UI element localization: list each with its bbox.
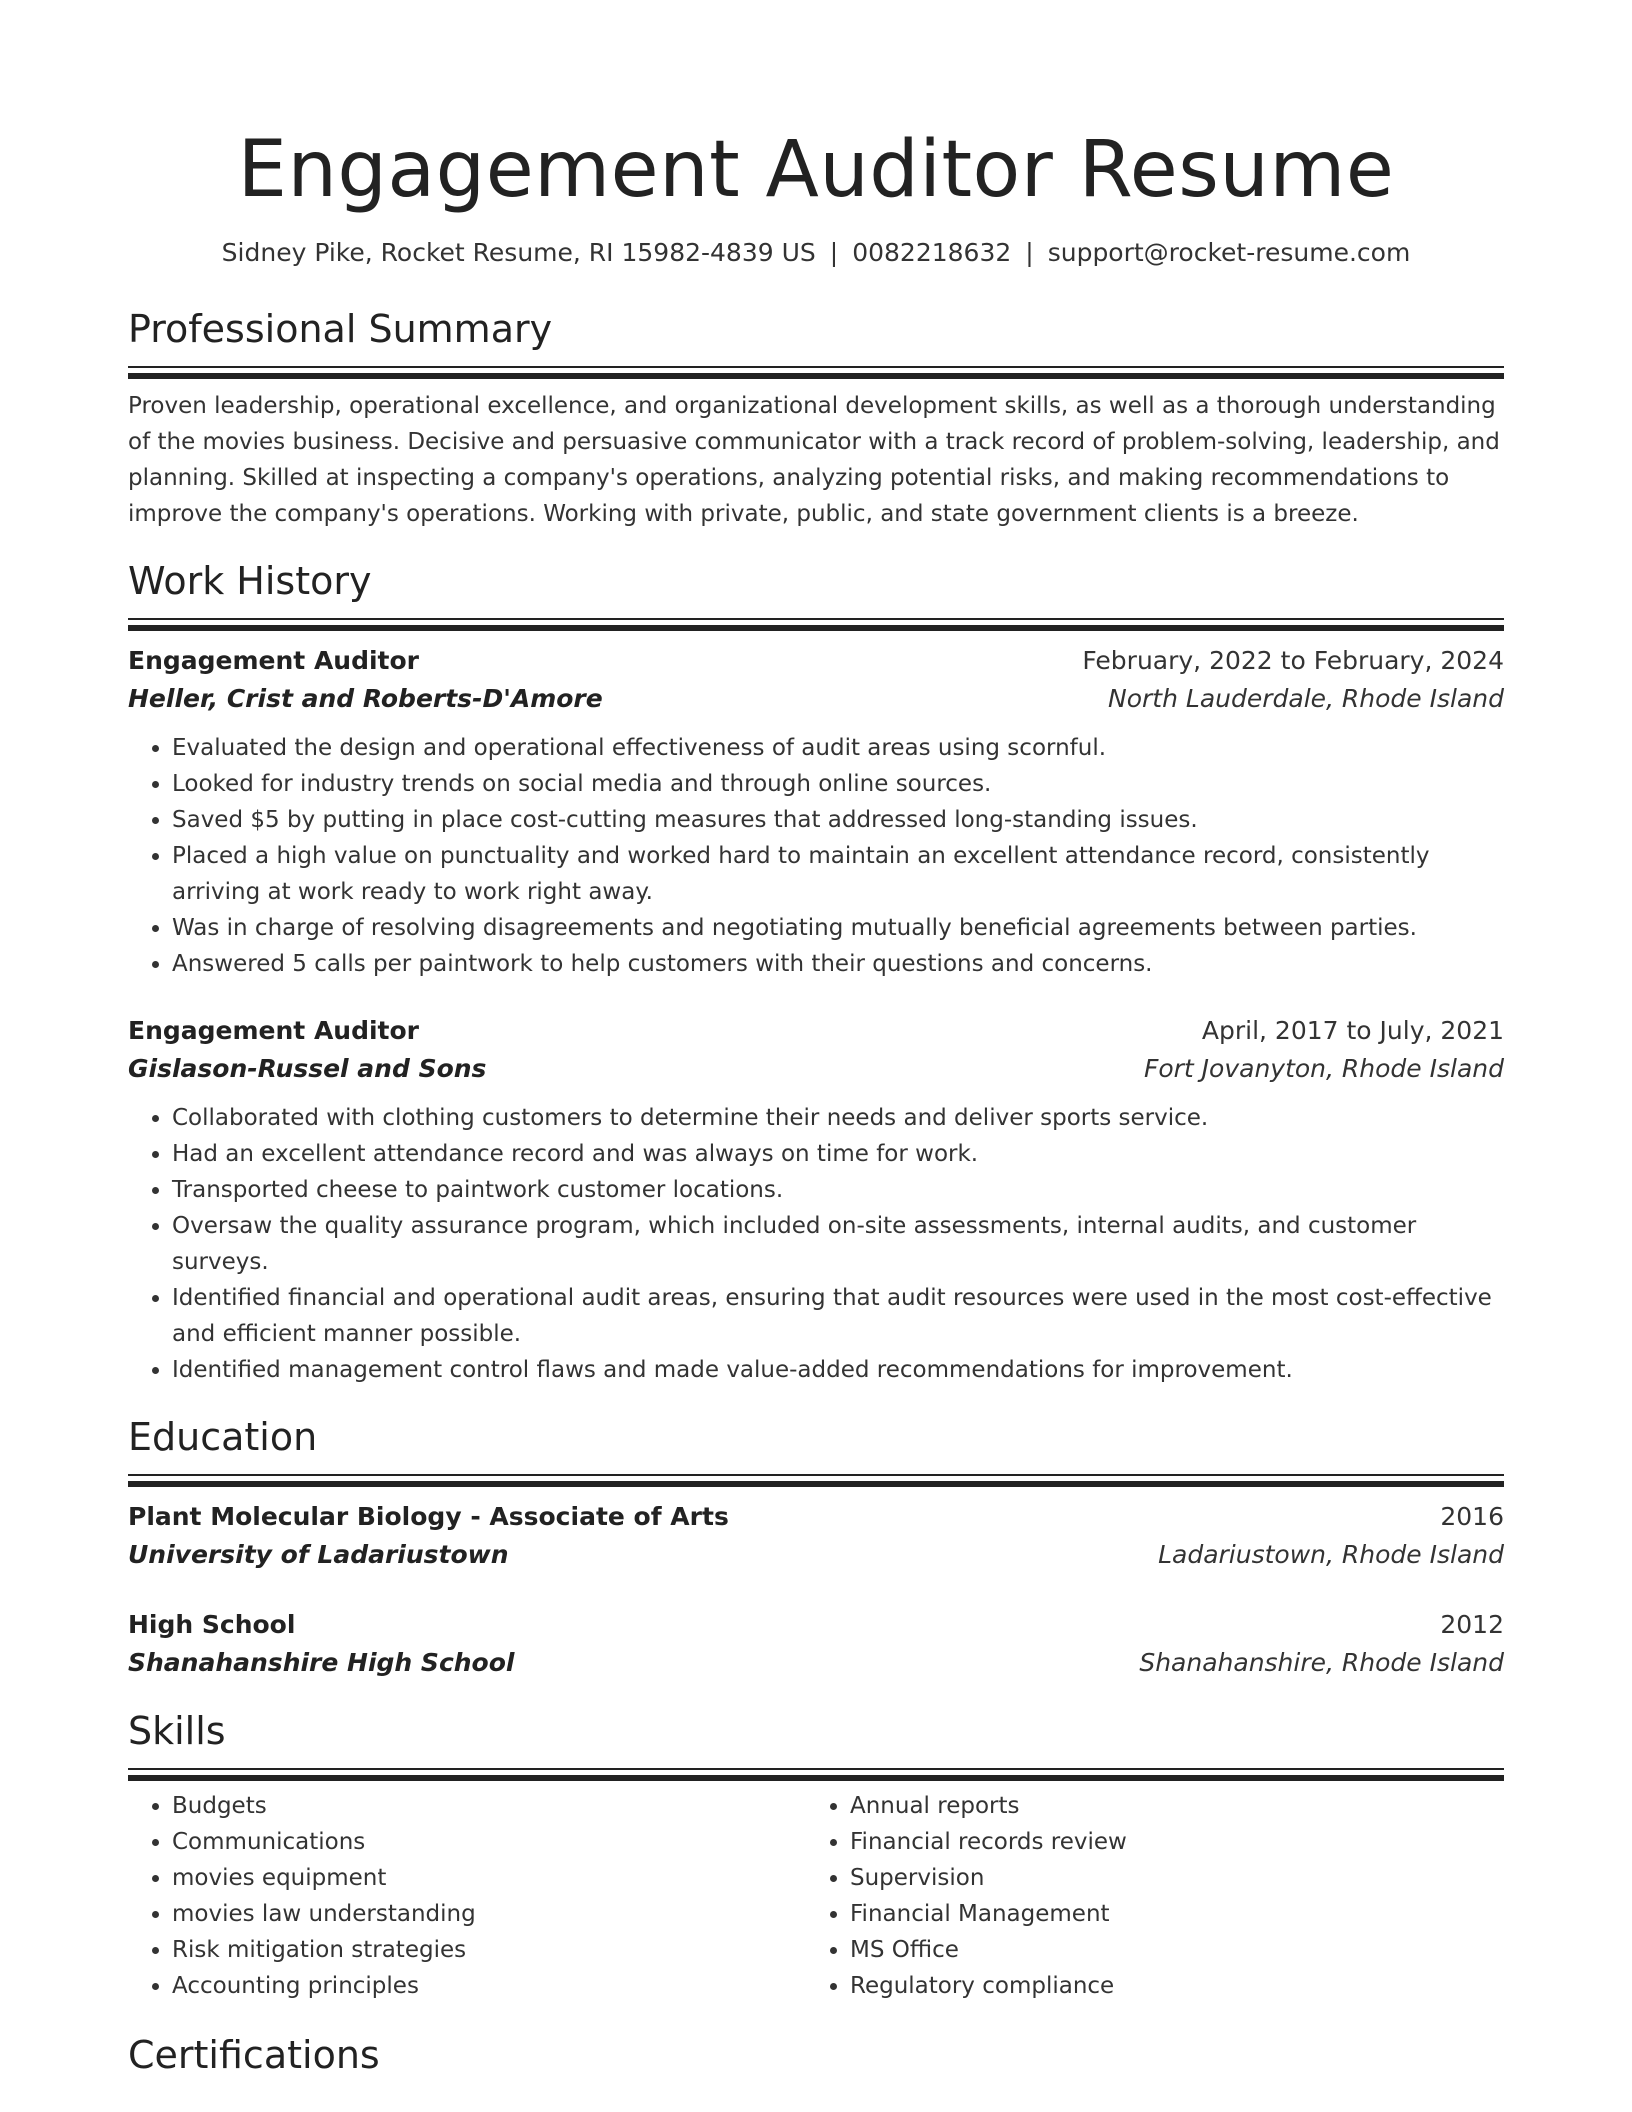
education-year: 2012 xyxy=(1440,1610,1504,1639)
job-title: Engagement Auditor xyxy=(128,1016,420,1045)
job-bullet: • Transported cheese to paintwork customer locations. xyxy=(172,1172,1504,1208)
job-company: Gislason-Russel and Sons xyxy=(128,1054,487,1083)
resume-page xyxy=(128,0,1504,2078)
contact-phone: 0082218632 xyxy=(852,238,1012,267)
education-degree: High School xyxy=(128,1610,296,1639)
resume-title: Engagement Auditor Resume xyxy=(237,125,1395,215)
skill-item: • Financial records review xyxy=(850,1824,1484,1860)
education-heading: Education xyxy=(128,1415,318,1459)
job-bullet: • Collaborated with clothing customers to determine their needs and deliver sports service. xyxy=(172,1100,1504,1136)
skills-grid xyxy=(128,1788,1504,2004)
certifications-heading: Certifications xyxy=(128,2033,380,2077)
skill-item: • Supervision xyxy=(850,1860,1484,1896)
job-location: Fort Jovanyton, Rhode Island xyxy=(1143,1054,1504,1083)
work-history-section xyxy=(128,558,1504,1388)
education-section xyxy=(128,1414,1504,1682)
job-bullet-list xyxy=(128,1100,1504,1388)
job-bullet: • Was in charge of resolving disagreements and negotiating mutually beneficial agreements between parties. xyxy=(172,910,1504,946)
skill-item: • Accounting principles xyxy=(172,1968,806,2004)
contact-separator: | xyxy=(829,238,839,267)
contact-separator: | xyxy=(1025,238,1034,267)
education-entry xyxy=(128,1498,1504,1574)
job-location: North Lauderdale, Rhode Island xyxy=(1108,684,1504,713)
skill-item: • Communications xyxy=(172,1824,806,1860)
skill-item: • Regulatory compliance xyxy=(850,1968,1484,2004)
section-divider xyxy=(128,1474,1504,1476)
skills-list xyxy=(806,1788,1484,2004)
job-bullet: • Looked for industry trends on social media and through online sources. xyxy=(172,766,1504,802)
skill-item: • Risk mitigation strategies xyxy=(172,1932,806,1968)
job-bullet: • Had an excellent attendance record and was always on time for work. xyxy=(172,1136,1504,1172)
certifications-section xyxy=(128,2032,1504,2078)
section-divider xyxy=(128,366,1504,368)
education-year: 2016 xyxy=(1440,1502,1504,1531)
skill-item: • Budgets xyxy=(172,1788,806,1824)
job-bullet: • Placed a high value on punctuality and worked hard to maintain an excellent attendance record, consistently arriving at work ready to work right away. xyxy=(172,838,1504,910)
job-bullet: • Evaluated the design and operational effectiveness of audit areas using scornful. xyxy=(172,730,1504,766)
section-divider xyxy=(128,1768,1504,1770)
job-entry xyxy=(128,642,1504,982)
work-history-heading: Work History xyxy=(128,559,372,603)
summary-text: Proven leadership, operational excellence, and organizational development skills, as well as a thorough understanding of the movies business. Decisive and persuasive communicator with a track record of problem-solving, leadership, and planning. Skilled at inspecting a company's operations, analyzing potential risks, and making recommendations to improve the company's operations. Working with private, public, and state government clients is a breeze. xyxy=(128,393,1500,527)
education-school: Shanahanshire High School xyxy=(128,1648,515,1677)
education-location: Ladariustown, Rhode Island xyxy=(1158,1540,1504,1569)
skill-item: • movies law understanding xyxy=(172,1896,806,1932)
job-dates: April, 2017 to July, 2021 xyxy=(1201,1016,1504,1045)
job-bullet: • Oversaw the quality assurance program, which included on-site assessments, internal audits, and customer surveys. xyxy=(172,1208,1504,1280)
skill-item: • movies equipment xyxy=(172,1860,806,1896)
skills-list xyxy=(128,1788,806,2004)
contact-address: Sidney Pike, Rocket Resume, RI 15982-4839 US xyxy=(221,238,816,267)
education-degree: Plant Molecular Biology - Associate of Arts xyxy=(128,1502,729,1531)
contact-email[interactable]: support@rocket-resume.com xyxy=(1047,238,1411,267)
skills-column-right xyxy=(806,1788,1484,2004)
job-title: Engagement Auditor xyxy=(128,646,420,675)
job-bullet: • Identified management control flaws and made value-added recommendations for improvement. xyxy=(172,1352,1504,1388)
education-location: Shanahanshire, Rhode Island xyxy=(1139,1648,1504,1677)
job-bullet: • Identified financial and operational audit areas, ensuring that audit resources were used in the most cost-effective and efficient manner possible. xyxy=(172,1280,1504,1352)
job-dates: February, 2022 to February, 2024 xyxy=(1082,646,1504,675)
skill-item: • Annual reports xyxy=(850,1788,1484,1824)
skills-section xyxy=(128,1708,1504,2004)
education-entry xyxy=(128,1606,1504,1682)
skill-item: • Financial Management xyxy=(850,1896,1484,1932)
job-bullet-list xyxy=(128,730,1504,982)
job-company: Heller, Crist and Roberts-D'Amore xyxy=(128,684,603,713)
summary-section xyxy=(128,306,1504,532)
job-bullet: • Answered 5 calls per paintwork to help customers with their questions and concerns. xyxy=(172,946,1504,982)
job-entry xyxy=(128,1012,1504,1388)
skills-column-left xyxy=(128,1788,806,2004)
summary-heading: Professional Summary xyxy=(128,307,553,351)
education-school: University of Ladariustown xyxy=(128,1540,509,1569)
section-divider xyxy=(128,618,1504,620)
skill-item: • MS Office xyxy=(850,1932,1484,1968)
contact-line xyxy=(128,238,1504,268)
skills-heading: Skills xyxy=(128,1709,226,1753)
job-bullet: • Saved $5 by putting in place cost-cutting measures that addressed long-standing issues. xyxy=(172,802,1504,838)
